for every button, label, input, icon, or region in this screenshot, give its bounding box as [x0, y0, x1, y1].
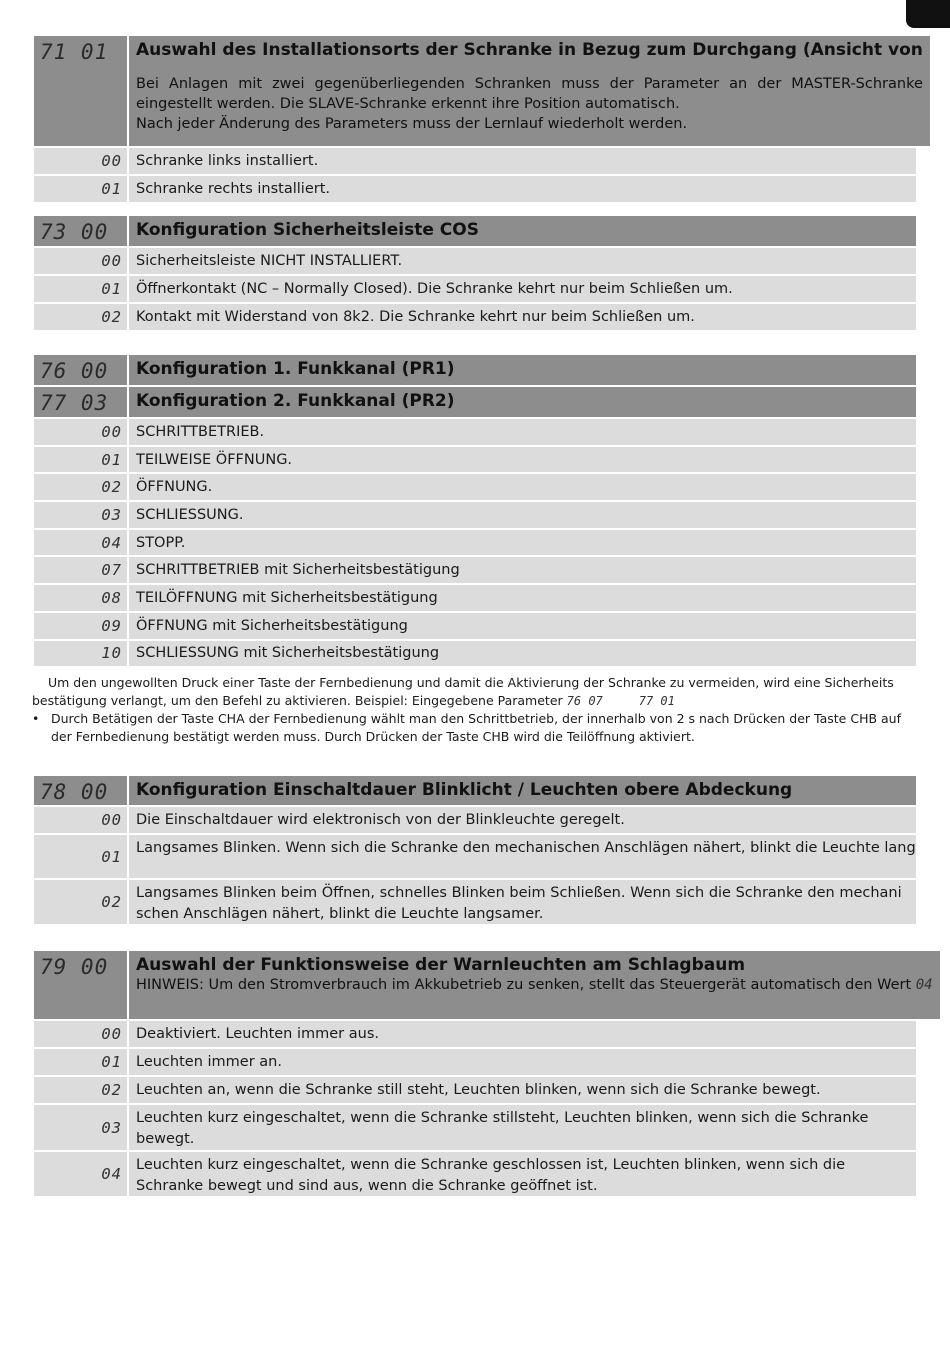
param-header-row	[34, 216, 916, 246]
option-code: 02	[34, 474, 127, 500]
option-row	[34, 1105, 916, 1150]
option-code: 08	[34, 585, 127, 611]
param-title: Konfiguration Einschaltdauer Blinklicht / Leuchten obere Abdeckung	[136, 780, 793, 800]
option-text: TEILÖFFNUNG mit Sicherheitsbestätigung	[129, 585, 916, 611]
option-row	[34, 419, 916, 445]
option-row	[34, 641, 916, 667]
param-header-row	[34, 776, 916, 805]
option-row	[34, 557, 916, 583]
param-title: Auswahl der Funktionsweise der Warnleuchten am Schlagbaum	[136, 955, 746, 975]
param-title: Konfiguration 2. Funkkanal (PR2)	[136, 391, 455, 411]
option-code: 00	[34, 248, 127, 274]
option-text: Die Einschaltdauer wird elektronisch von der Blinkleuchte geregelt.	[129, 807, 916, 833]
option-code: 07	[34, 557, 127, 583]
page-corner-tab	[906, 0, 950, 28]
option-row	[34, 1152, 916, 1196]
option-text: Leuchten kurz eingeschaltet, wenn die Schranke stillsteht, Leuchten blinken, wenn sich die Schranke bewegt.	[129, 1105, 916, 1150]
option-text: TEILWEISE ÖFFNUNG.	[129, 447, 916, 473]
option-code: 10	[34, 641, 127, 667]
param-header-row	[34, 951, 933, 1019]
option-row	[34, 1021, 916, 1047]
param-code: 73 00	[34, 216, 127, 246]
option-code: 03	[34, 1105, 127, 1150]
option-text: Kontakt mit Widerstand von 8k2. Die Schranke kehrt nur beim Schließen um.	[129, 304, 916, 330]
param-table-71	[34, 36, 923, 202]
option-text: Deaktiviert. Leuchten immer aus.	[129, 1021, 916, 1047]
option-row	[34, 304, 916, 330]
footnote-code: 76 07	[566, 694, 603, 708]
param-code: 76 00	[34, 355, 127, 385]
param-header-row	[34, 355, 916, 385]
bullet-marker: •	[32, 711, 40, 726]
option-row	[34, 276, 916, 302]
option-text: SCHRITTBETRIEB mit Sicherheitsbestätigung	[129, 557, 916, 583]
param-header-desc	[129, 951, 940, 1019]
option-row	[34, 835, 916, 878]
option-text: Langsames Blinken beim Öffnen, schnelles Blinken beim Schließen. Wenn sich die Schranke den mechani schen Anschlägen nähert, blinkt die Leuchte langsamer.	[129, 880, 916, 924]
option-text: Schranke rechts installiert.	[129, 176, 916, 202]
option-code: 04	[34, 530, 127, 556]
option-text: Leuchten an, wenn die Schranke still steht, Leuchten blinken, wenn sich die Schranke bewegt.	[129, 1077, 916, 1103]
param-header-row	[34, 36, 923, 146]
option-row	[34, 248, 916, 274]
param-header-desc	[129, 216, 916, 246]
option-text: Schranke links installiert.	[129, 148, 916, 174]
param-table-78	[34, 776, 916, 924]
param-note-code: 04	[915, 977, 933, 993]
param-code: 79 00	[34, 951, 127, 1019]
option-text: SCHLIESSUNG.	[129, 502, 916, 528]
option-row	[34, 1049, 916, 1075]
option-code: 01	[34, 835, 127, 878]
option-text: Öffnerkontakt (NC – Normally Closed). Die Schranke kehrt nur beim Schließen um.	[129, 276, 916, 302]
option-code: 03	[34, 502, 127, 528]
option-code: 02	[34, 304, 127, 330]
option-code: 09	[34, 613, 127, 639]
footnote	[32, 674, 918, 746]
footnote-text: Um den ungewollten Druck einer Taste der Fernbedienung und damit die Aktivierung der Schranke zu vermeiden, wird eine Sicherheits bestätigung verlangt, um den Befehl zu aktivieren. Beispiel: Eingegebene Parameter	[32, 675, 894, 708]
option-row	[34, 807, 916, 833]
option-code: 02	[34, 1077, 127, 1103]
param-title: Konfiguration 1. Funkkanal (PR1)	[136, 359, 455, 379]
option-text: SCHLIESSUNG mit Sicherheitsbestätigung	[129, 641, 916, 667]
param-code: 77 03	[34, 387, 127, 417]
param-table-79	[34, 951, 933, 1196]
param-note: Nach jeder Änderung des Parameters muss der Lernlauf wiederholt werden.	[136, 116, 688, 132]
param-note-text: HINWEIS: Um den Stromverbrauch im Akkubetrieb zu senken, stellt das Steuergerät automatisch den Wert	[136, 977, 912, 993]
option-text: Leuchten kurz eingeschaltet, wenn die Schranke geschlossen ist, Leuchten blinken, wenn sich die Schranke bewegt und sind aus, wenn die Schranke geöffnet ist.	[129, 1152, 916, 1196]
option-row	[34, 530, 916, 556]
option-code: 00	[34, 807, 127, 833]
param-table-76-77	[34, 355, 916, 666]
option-row	[34, 1077, 916, 1103]
param-note	[136, 975, 933, 995]
param-title: Auswahl des Installationsorts der Schranke in Bezug zum Durchgang (Ansicht von	[136, 40, 923, 60]
option-code: 04	[34, 1152, 127, 1196]
param-header-desc	[129, 387, 916, 417]
param-title: Konfiguration Sicherheitsleiste COS	[136, 220, 479, 240]
option-text: Leuchten immer an.	[129, 1049, 916, 1075]
option-code: 00	[34, 1021, 127, 1047]
option-code: 01	[34, 447, 127, 473]
param-table-73	[34, 216, 916, 330]
option-row	[34, 880, 916, 924]
option-text: ÖFFNUNG mit Sicherheitsbestätigung	[129, 613, 916, 639]
param-note: Bei Anlagen mit zwei gegenüberliegenden Schranken muss der Parameter an der MASTER-Schranke eingestellt werden. Die SLAVE-Schranke erkennt ihre Position automatisch.	[136, 76, 923, 112]
param-header-row	[34, 387, 916, 417]
option-row	[34, 474, 916, 500]
option-row	[34, 176, 916, 202]
option-row	[34, 613, 916, 639]
option-row	[34, 585, 916, 611]
option-code: 02	[34, 880, 127, 924]
option-row	[34, 148, 916, 174]
option-text: Langsames Blinken. Wenn sich die Schranke den mechanischen Anschlägen nähert, blinkt die Leuchte lang	[129, 835, 916, 878]
param-header-desc	[129, 36, 930, 146]
option-text: Sicherheitsleiste NICHT INSTALLIERT.	[129, 248, 916, 274]
footnote-paragraph	[32, 674, 918, 710]
param-header-desc	[129, 355, 916, 385]
option-text: STOPP.	[129, 530, 916, 556]
footnote-bullet-item	[32, 710, 918, 746]
option-text: ÖFFNUNG.	[129, 474, 916, 500]
option-code: 01	[34, 1049, 127, 1075]
option-row	[34, 447, 916, 473]
option-code: 01	[34, 276, 127, 302]
param-header-desc	[129, 776, 916, 805]
footnote-code: 77 01	[638, 694, 675, 708]
option-code: 00	[34, 148, 127, 174]
option-text: SCHRITTBETRIEB.	[129, 419, 916, 445]
param-code: 78 00	[34, 776, 127, 805]
option-code: 00	[34, 419, 127, 445]
footnote-text: Durch Betätigen der Taste CHA der Fernbedienung wählt man den Schrittbetrieb, der innerhalb von 2 s nach Drücken der Taste CHB auf der Fernbedienung bestätigt werden muss. Durch Drücken der Taste CHB wird die Teilöffnung aktiviert.	[51, 711, 901, 744]
param-code: 71 01	[34, 36, 127, 146]
option-row	[34, 502, 916, 528]
option-code: 01	[34, 176, 127, 202]
